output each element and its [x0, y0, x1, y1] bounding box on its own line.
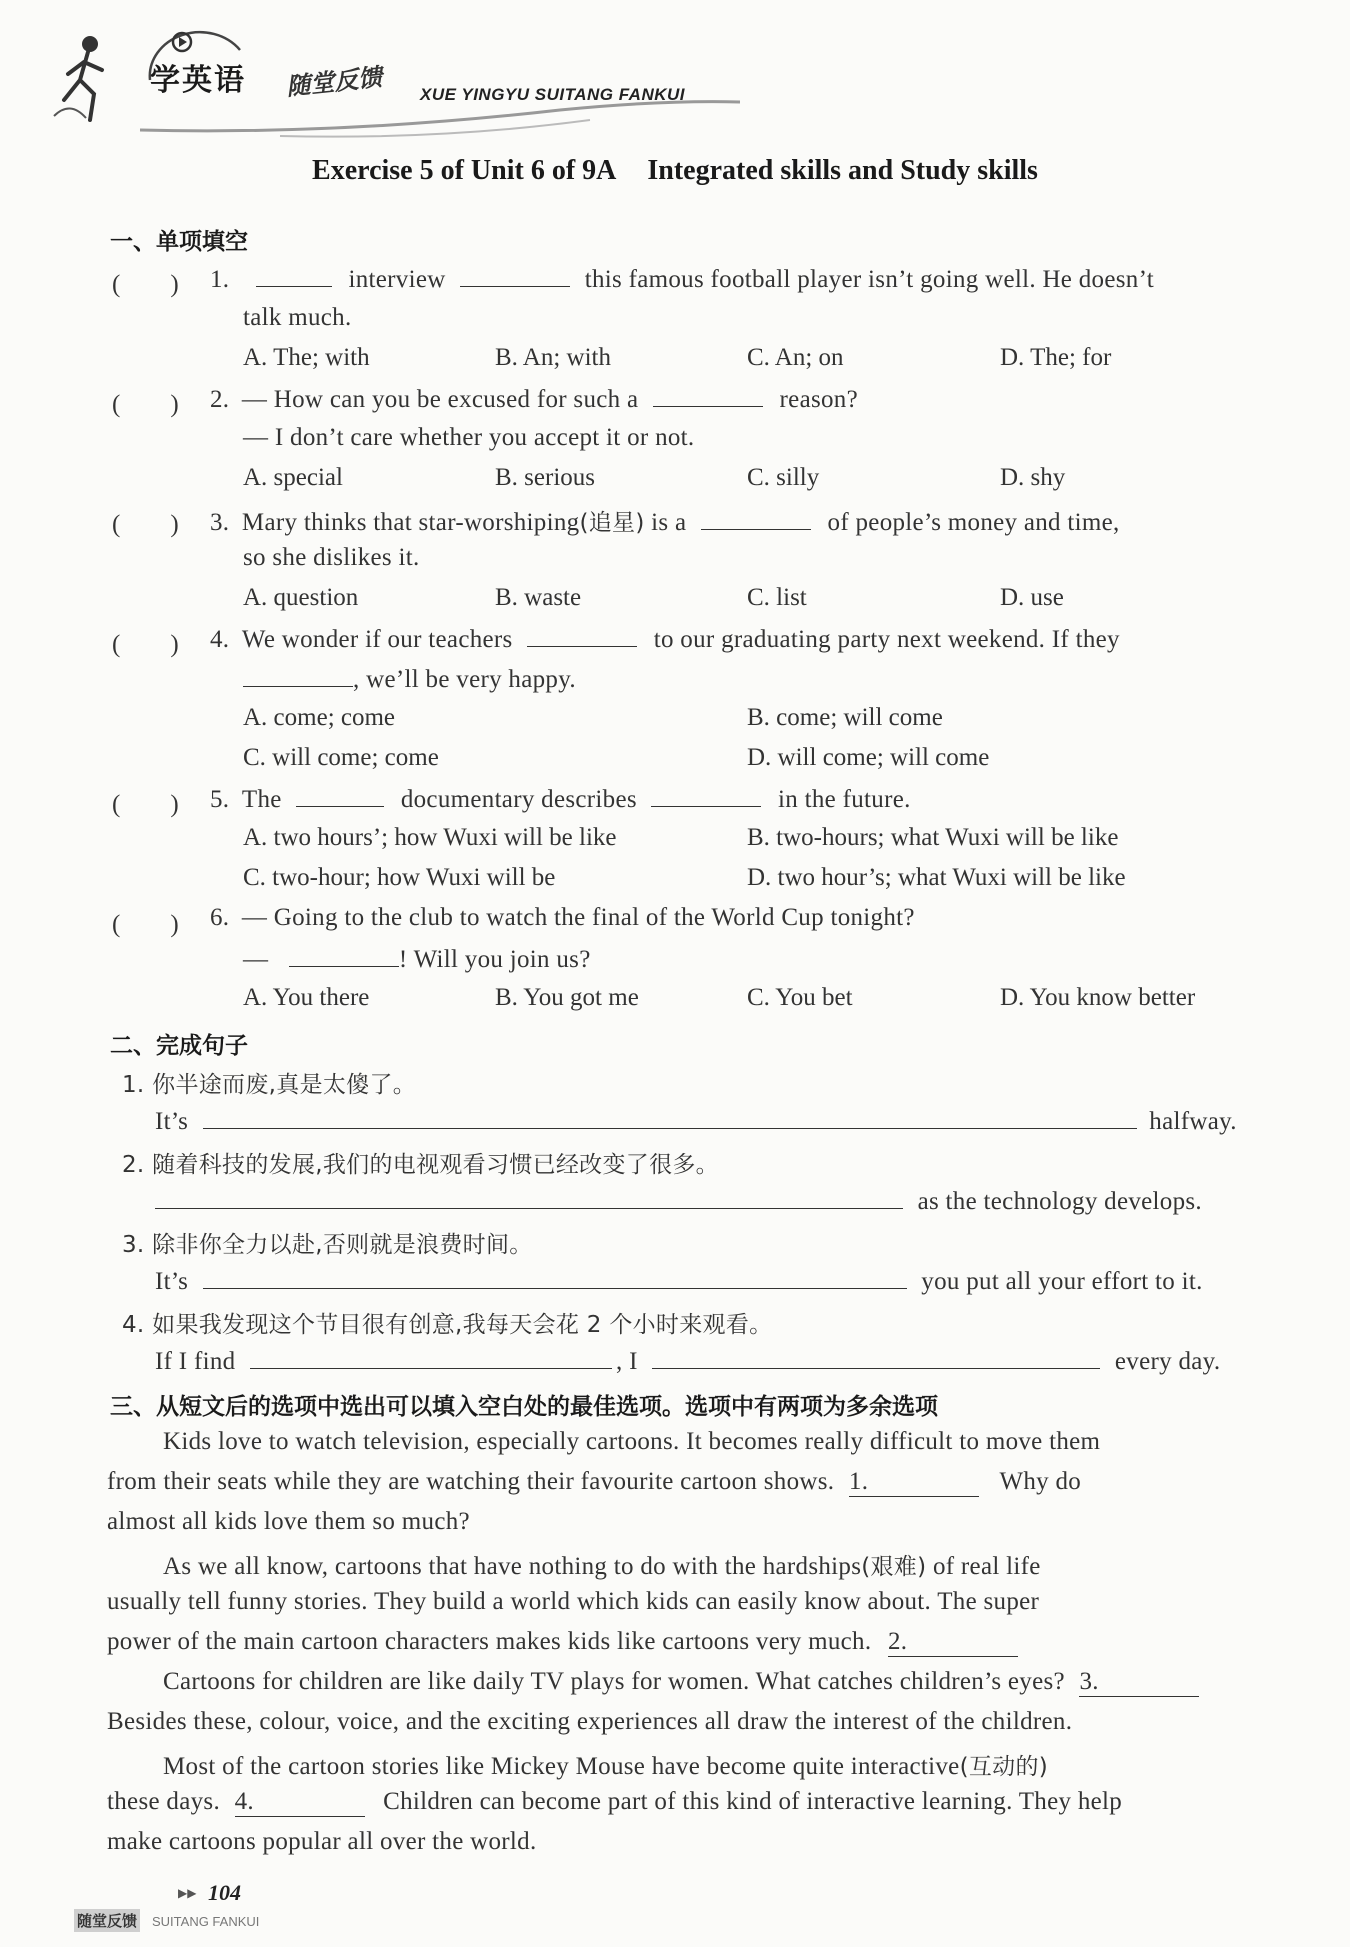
q2-option-d[interactable]: D. shy [1000, 464, 1066, 491]
q6-text2: ! Will you join us? [398, 946, 591, 973]
q4-option-c[interactable]: C. will come; come [243, 744, 439, 771]
q6-text1: — Going to the club to watch the final of the World Cup tonight? [241, 904, 915, 931]
answer-blank[interactable] [652, 1346, 1100, 1369]
logo-subtitle-cn: 随堂反馈 [285, 63, 384, 101]
passage-p4-line3: make cartoons popular all over the world. [107, 1828, 537, 1855]
q5-text1: The [241, 786, 282, 813]
passage-text: power of the main cartoon characters makes kids like cartoons very much. [107, 1628, 872, 1655]
passage-text: Children can become part of this kind of interactive learning. They help [383, 1788, 1123, 1815]
question-number: 5. [210, 786, 230, 813]
s2-q1-end: halfway. [1149, 1108, 1237, 1135]
passage-text: Cartoons for children are like daily TV plays for women. What catches children’s eyes? [163, 1668, 1065, 1695]
passage-blank-2[interactable] [888, 1628, 1018, 1657]
answer-bracket[interactable]: ( ) [112, 271, 179, 298]
q1-text2: this famous football player isn’t going well. He doesn’t [584, 266, 1154, 293]
q3-line2: so she dislikes it. [243, 544, 420, 571]
page-title-exercise: Exercise 5 of Unit 6 of 9A [312, 155, 617, 186]
passage-text: these days. [107, 1788, 220, 1815]
passage-p1-line2 [107, 1468, 1081, 1497]
blank [460, 264, 570, 287]
answer-blank[interactable] [203, 1266, 907, 1289]
q1-text1: interview [348, 266, 446, 293]
s2-q1-prompt: 1. 你半途而废,真是太傻了。 [122, 1072, 417, 1098]
section1-heading: 一、单项填空 [110, 229, 248, 255]
answer-blank[interactable] [203, 1106, 1137, 1129]
s2-q1-answer [155, 1106, 1237, 1136]
passage-p1-line3: almost all kids love them so much? [107, 1508, 470, 1535]
q5-option-b[interactable]: B. two-hours; what Wuxi will be like [747, 824, 1119, 851]
question-number: 2. [210, 386, 230, 413]
blank [653, 384, 763, 407]
q2-text1: — How can you be excused for such a [241, 386, 639, 413]
q1-option-d[interactable]: D. The; for [1000, 344, 1112, 371]
q4-option-d[interactable]: D. will come; will come [747, 744, 990, 771]
q5-text2: documentary describes [400, 786, 637, 813]
logo-title-en: XUE YINGYU SUITANG FANKUI [420, 85, 686, 104]
passage-text: Why do [999, 1468, 1082, 1495]
q6-option-b[interactable]: B. You got me [495, 984, 639, 1011]
blank-number: 1. [848, 1468, 869, 1495]
s2-q4-start: If I find [155, 1348, 236, 1375]
s2-q4-mid: , I [616, 1348, 638, 1375]
passage-p2-line3 [107, 1628, 1018, 1657]
q3-text2: of people’s money and time, [827, 509, 1120, 536]
q3-line1 [210, 504, 1120, 537]
passage-blank-4[interactable] [235, 1788, 365, 1817]
blank [651, 784, 761, 807]
q2-option-a[interactable]: A. special [243, 464, 343, 491]
blank-number: 4. [234, 1788, 254, 1815]
passage-p2-line2: usually tell funny stories. They build a world which kids can easily know about. The super [107, 1588, 1040, 1615]
passage-blank-1[interactable] [849, 1468, 979, 1497]
q3-text-cn: (追星) [579, 510, 645, 536]
footer-label-cn: 随堂反馈 [74, 1909, 140, 1932]
s2-q2-prompt: 2. 随着科技的发展,我们的电视观看习惯已经改变了很多。 [122, 1152, 719, 1178]
q1-line2: talk much. [243, 304, 352, 331]
q4-text1: We wonder if our teachers [241, 626, 513, 653]
s2-q3-prompt: 3. 除非你全力以赴,否则就是浪费时间。 [122, 1232, 533, 1258]
q3-option-a[interactable]: A. question [243, 584, 359, 611]
q6-option-c[interactable]: C. You bet [747, 984, 853, 1011]
blank [243, 664, 353, 687]
answer-bracket[interactable]: ( ) [112, 511, 179, 538]
q6-line2 [243, 944, 591, 974]
q5-option-d[interactable]: D. two hour’s; what Wuxi will be like [747, 864, 1126, 891]
q5-line1 [210, 784, 911, 814]
s2-q1-start: It’s [155, 1108, 189, 1135]
s2-q3-start: It’s [155, 1268, 189, 1295]
passage-p4-line1 [163, 1748, 1048, 1781]
passage-p3-line1 [163, 1668, 1199, 1697]
logo-title-cn: 学英语 [150, 63, 246, 98]
q2-line1 [210, 384, 858, 414]
header-logo [50, 20, 690, 120]
answer-bracket[interactable]: ( ) [112, 791, 179, 818]
answer-bracket[interactable]: ( ) [112, 911, 179, 938]
q1-line1 [210, 264, 1154, 294]
q3-option-d[interactable]: D. use [1000, 584, 1064, 611]
blank [296, 784, 384, 807]
q2-option-b[interactable]: B. serious [495, 464, 595, 491]
question-number: 1. [210, 266, 230, 293]
page-arrow-icon: ▶▶ [178, 1886, 197, 1900]
answer-bracket[interactable]: ( ) [112, 391, 179, 418]
q1-option-a[interactable]: A. The; with [243, 344, 370, 371]
q4-text2: to our graduating party next weekend. If they [653, 626, 1120, 653]
passage-text: from their seats while they are watching their favourite cartoon shows. [107, 1468, 835, 1495]
q6-dash: — [243, 946, 269, 973]
footer-label-en: SUITANG FANKUI [152, 1914, 260, 1929]
q2-option-c[interactable]: C. silly [747, 464, 820, 491]
passage-p2-line1 [163, 1548, 1041, 1581]
passage-p4-line2 [107, 1788, 1122, 1817]
passage-text: As we all know, cartoons that have nothing to do with the hardships [163, 1553, 862, 1580]
blank [256, 264, 332, 287]
q4-line2 [243, 664, 576, 694]
s2-q4-end: every day. [1114, 1348, 1221, 1375]
q4-line1 [210, 624, 1120, 654]
page-title-topic: Integrated skills and Study skills [647, 155, 1038, 186]
question-number: 6. [210, 904, 230, 931]
passage-text-cn: (艰难) [861, 1554, 927, 1580]
blank [701, 507, 811, 530]
q1-option-c[interactable]: C. An; on [747, 344, 844, 371]
s2-q3-answer [155, 1266, 1203, 1296]
q4-text3: , we’ll be very happy. [353, 666, 576, 693]
blank-number: 3. [1079, 1668, 1099, 1695]
blank-number: 2. [887, 1628, 908, 1655]
question-number: 3. [210, 509, 230, 536]
q6-option-d[interactable]: D. You know better [1000, 984, 1196, 1011]
passage-text-cn: (互动的) [959, 1754, 1049, 1780]
q5-option-c[interactable]: C. two-hour; how Wuxi will be [243, 864, 556, 891]
q1-option-b[interactable]: B. An; with [495, 344, 611, 371]
q6-line1 [210, 904, 915, 932]
q5-option-a[interactable]: A. two hours’; how Wuxi will be like [243, 824, 617, 851]
q2-line2: — I don’t care whether you accept it or not. [243, 424, 695, 451]
question-number: 4. [210, 626, 230, 653]
answer-blank[interactable] [250, 1346, 612, 1369]
passage-text: Most of the cartoon stories like Mickey Mouse have become quite interactive [163, 1753, 960, 1780]
q4-option-b[interactable]: B. come; will come [747, 704, 943, 731]
answer-bracket[interactable]: ( ) [112, 631, 179, 658]
s2-q3-end: you put all your effort to it. [921, 1268, 1203, 1295]
answer-blank[interactable] [155, 1186, 903, 1209]
q4-option-a[interactable]: A. come; come [243, 704, 396, 731]
passage-p3-line2: Besides these, colour, voice, and the exciting experiences all draw the interest of the children. [107, 1708, 1073, 1735]
s2-q2-answer [155, 1186, 1202, 1216]
s2-q4-answer [155, 1346, 1220, 1376]
section3-heading: 三、从短文后的选项中选出可以填入空白处的最佳选项。选项中有两项为多余选项 [110, 1394, 938, 1420]
q3-option-c[interactable]: C. list [747, 584, 807, 611]
s2-q4-prompt: 4. 如果我发现这个节目很有创意,我每天会花 2 个小时来观看。 [122, 1312, 773, 1338]
section2-heading: 二、完成句子 [110, 1033, 248, 1059]
passage-p1-line1: Kids love to watch television, especially cartoons. It becomes really difficult to move them [163, 1428, 1101, 1455]
q5-text3: in the future. [778, 786, 911, 813]
s2-q2-end: as the technology develops. [917, 1188, 1202, 1215]
q3-text1b: is a [651, 509, 687, 536]
page-title [0, 155, 1350, 187]
page-number: 104 [208, 1880, 241, 1905]
q6-option-a[interactable]: A. You there [243, 984, 370, 1011]
runner-figure-icon [50, 30, 130, 125]
q3-option-b[interactable]: B. waste [495, 584, 582, 611]
blank [289, 944, 399, 967]
passage-blank-3[interactable] [1079, 1668, 1199, 1697]
passage-text: of real life [932, 1553, 1041, 1580]
q2-text2: reason? [779, 386, 858, 413]
q3-text1: Mary thinks that star-worshiping [241, 509, 580, 536]
blank [527, 624, 637, 647]
